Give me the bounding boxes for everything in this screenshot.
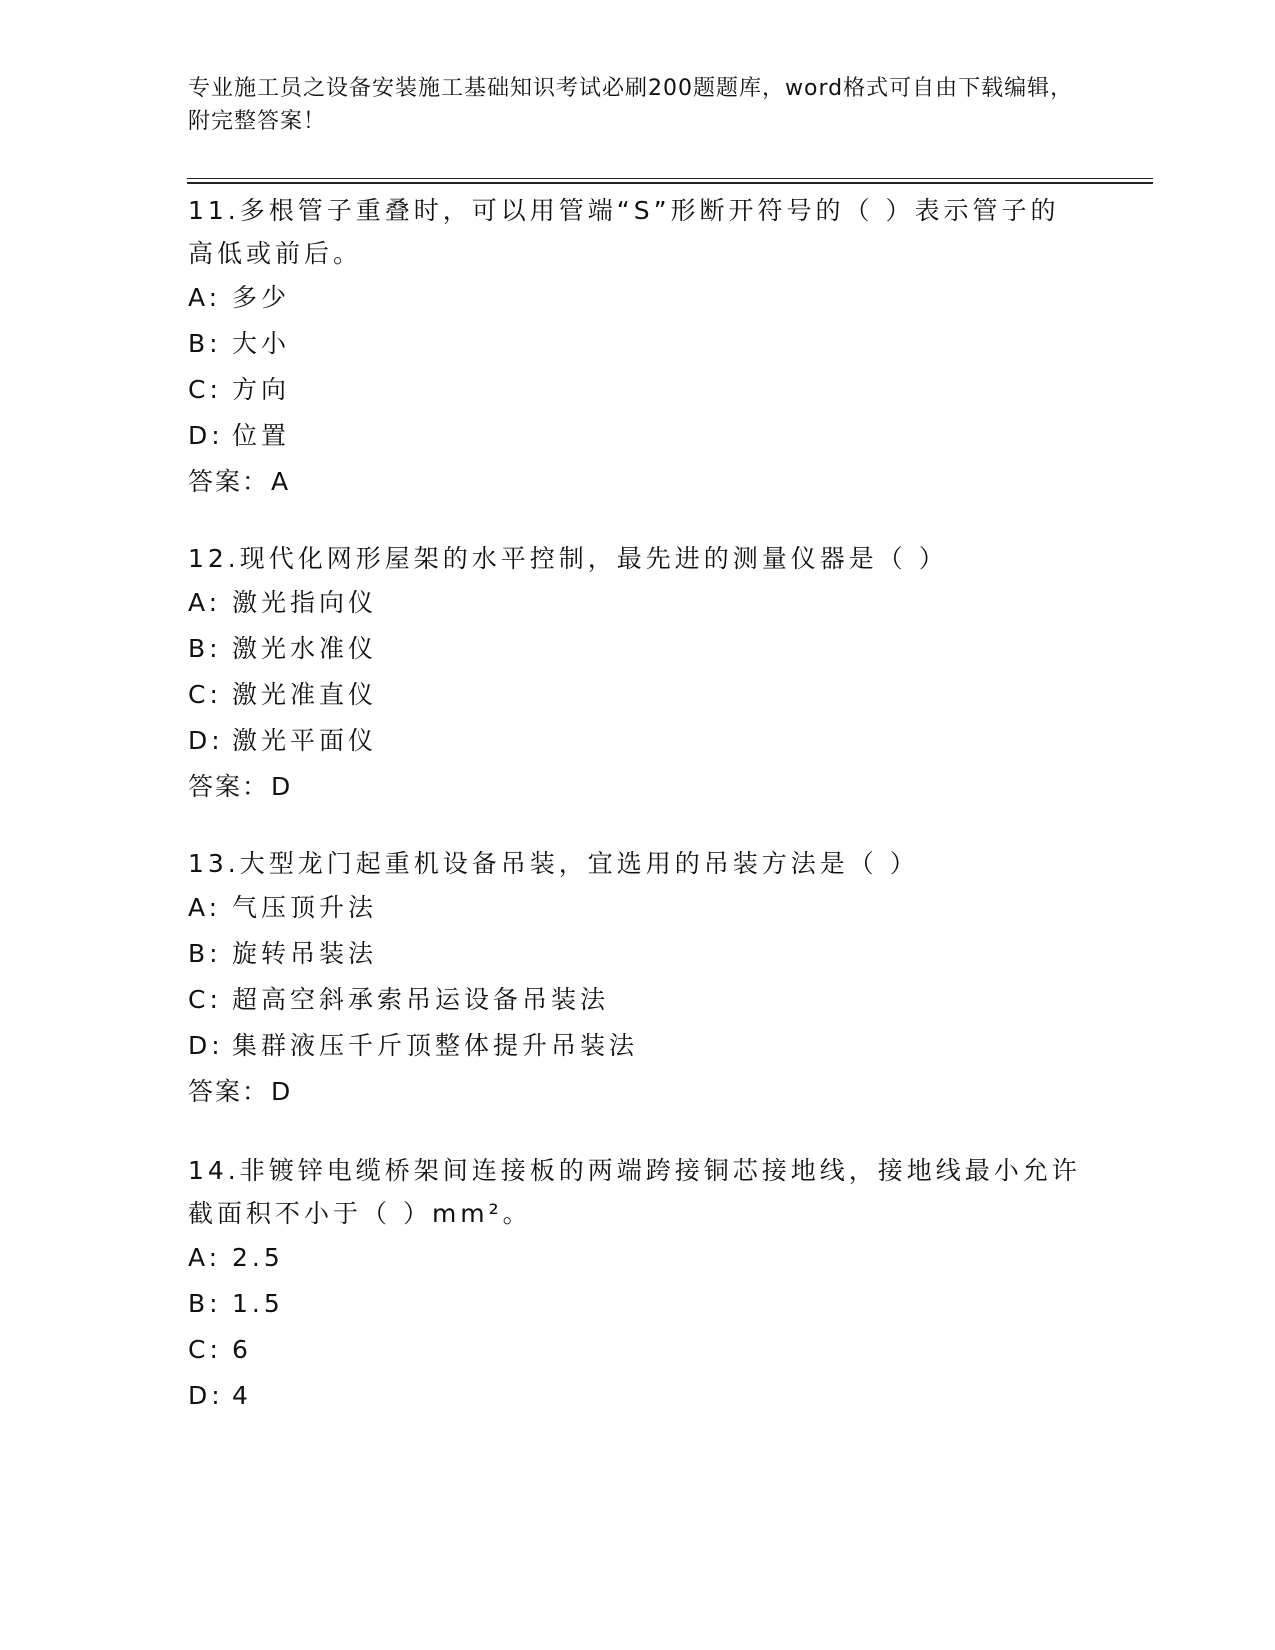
option-text: 激光指向仪 (232, 588, 378, 617)
option-b (188, 931, 1088, 977)
question-13 (188, 842, 1088, 1115)
option-label: D: (188, 1381, 224, 1410)
answer-line (188, 764, 1088, 810)
question-11 (188, 189, 1088, 505)
option-label: C: (188, 1335, 222, 1364)
option-label: B: (188, 1289, 222, 1318)
answer-value: D (271, 772, 291, 801)
document-header: 专业施工员之设备安装施工基础知识考试必刷200题题库，word格式可自由下载编辑，附完整答案！ (188, 76, 1074, 134)
option-text: 激光准直仪 (232, 680, 378, 709)
option-label: A: (188, 588, 222, 617)
option-text: 大小 (232, 329, 291, 358)
answer-value: A (271, 467, 289, 496)
option-text: 方向 (232, 375, 291, 404)
header-divider-thin (187, 178, 1153, 179)
option-c (188, 1327, 1088, 1373)
option-c (188, 672, 1088, 718)
option-label: D: (188, 1031, 224, 1060)
option-b (188, 321, 1088, 367)
option-text: 位置 (232, 421, 291, 450)
option-label: D: (188, 726, 224, 755)
option-text: 旋转吊装法 (232, 939, 378, 968)
answer-label: 答案： (188, 467, 270, 496)
option-text: 4 (232, 1381, 252, 1410)
option-text: 1.5 (232, 1289, 284, 1318)
option-text: 2.5 (232, 1243, 284, 1272)
option-c (188, 367, 1088, 413)
option-label: C: (188, 375, 222, 404)
option-text: 激光水准仪 (232, 634, 378, 663)
question-stem: 12.现代化网形屋架的水平控制，最先进的测量仪器是（ ） (188, 544, 948, 573)
answer-line (188, 1069, 1088, 1115)
option-label: B: (188, 329, 222, 358)
option-label: C: (188, 680, 222, 709)
option-b (188, 626, 1088, 672)
option-label: B: (188, 634, 222, 663)
option-text: 集群液压千斤顶整体提升吊装法 (232, 1031, 639, 1060)
header-divider-thick (187, 182, 1153, 184)
option-a (188, 580, 1088, 626)
option-label: C: (188, 985, 222, 1014)
question-12 (188, 537, 1088, 810)
option-d (188, 1023, 1088, 1069)
option-b (188, 1281, 1088, 1327)
option-text: 气压顶升法 (232, 893, 378, 922)
option-text: 激光平面仪 (232, 726, 378, 755)
option-a (188, 885, 1088, 931)
option-text: 多少 (232, 283, 291, 312)
option-a (188, 1235, 1088, 1281)
question-14 (188, 1149, 1088, 1419)
question-stem: 13.大型龙门起重机设备吊装，宜选用的吊装方法是（ ） (188, 849, 919, 878)
option-c (188, 977, 1088, 1023)
answer-line (188, 459, 1088, 505)
question-stem: 11.多根管子重叠时，可以用管端“S”形断开符号的（ ）表示管子的高低或前后。 (188, 196, 1060, 268)
option-a (188, 275, 1088, 321)
option-label: A: (188, 1243, 222, 1272)
answer-label: 答案： (188, 1077, 270, 1106)
option-d (188, 413, 1088, 459)
answer-value: D (271, 1077, 291, 1106)
option-label: D: (188, 421, 224, 450)
option-label: B: (188, 939, 222, 968)
option-d (188, 1373, 1088, 1419)
option-label: A: (188, 283, 222, 312)
option-text: 超高空斜承索吊运设备吊装法 (232, 985, 610, 1014)
option-text: 6 (232, 1335, 252, 1364)
question-stem: 14.非镀锌电缆桥架间连接板的两端跨接铜芯接地线，接地线最小允许截面积不小于（ ）mm²。 (188, 1156, 1081, 1228)
answer-label: 答案： (188, 772, 270, 801)
option-d (188, 718, 1088, 764)
option-label: A: (188, 893, 222, 922)
